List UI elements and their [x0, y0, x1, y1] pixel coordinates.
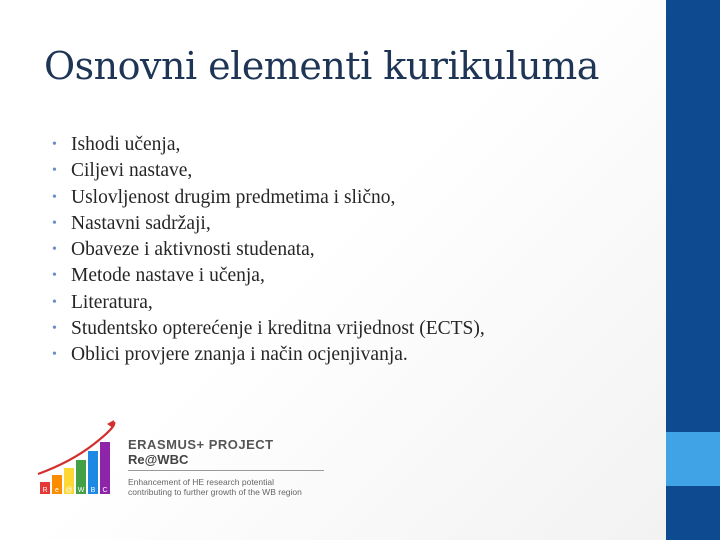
logo-bar-letter: B: [90, 487, 96, 494]
logo-divider: [128, 470, 324, 471]
bullet-item: [52, 263, 485, 289]
logo-bar-letter: C: [102, 487, 108, 494]
bullet-item: [52, 290, 485, 316]
bullet-text: Ishodi učenja,: [71, 134, 181, 155]
bullet-item: [52, 237, 485, 263]
logo-bar-letter: @: [65, 487, 73, 494]
logo-title: ERASMUS+ PROJECT: [128, 437, 274, 452]
bullet-icon: •: [52, 163, 57, 179]
bullet-item: [52, 316, 485, 342]
logo-bar-letter: W: [77, 487, 85, 494]
bullet-icon: •: [52, 189, 57, 205]
bullet-item: [52, 185, 485, 211]
bullet-text: Literatura,: [71, 291, 153, 313]
logo-bar-letter: e: [55, 487, 59, 494]
logo-text: [128, 437, 302, 497]
logo-project-name: Re@WBC: [128, 452, 189, 467]
bullet-icon: •: [52, 347, 57, 363]
logo-subtitle-1: Enhancement of HE research potential: [128, 477, 275, 487]
decorative-side-accent: [666, 432, 720, 486]
slide-title: Osnovni elementi kurikuluma: [44, 44, 599, 88]
bullet-icon: •: [52, 268, 57, 284]
bullet-icon: •: [52, 321, 57, 337]
bullet-icon: •: [52, 294, 57, 310]
bullet-text: Studentsko opterećenje i kreditna vrijednost (ECTS),: [71, 318, 485, 340]
logo-bar-letter: R: [42, 487, 48, 494]
bullet-text: Obaveze i aktivnosti studenata,: [71, 239, 315, 261]
bullet-text: Oblici provjere znanja i način ocjenjivanja.: [71, 344, 408, 366]
bullet-icon: •: [52, 242, 57, 258]
bullet-icon: •: [52, 137, 57, 152]
bullet-text: Ciljevi nastave,: [71, 160, 193, 182]
bullet-list: [52, 132, 485, 369]
bullet-text: Nastavni sadržaji,: [71, 212, 211, 234]
bullet-text: Uslovljenost drugim predmetima i slično,: [71, 186, 396, 208]
bullet-text: Metode nastave i učenja,: [71, 265, 265, 287]
bullet-item: [52, 158, 485, 184]
bullet-item: [52, 211, 485, 237]
logo-subtitle-2: contributing to further growth of the WB region: [128, 487, 302, 497]
bullet-item: [52, 132, 485, 158]
bullet-icon: •: [52, 215, 57, 231]
arrow-head-icon: [107, 420, 114, 428]
bullet-item: [52, 342, 485, 368]
